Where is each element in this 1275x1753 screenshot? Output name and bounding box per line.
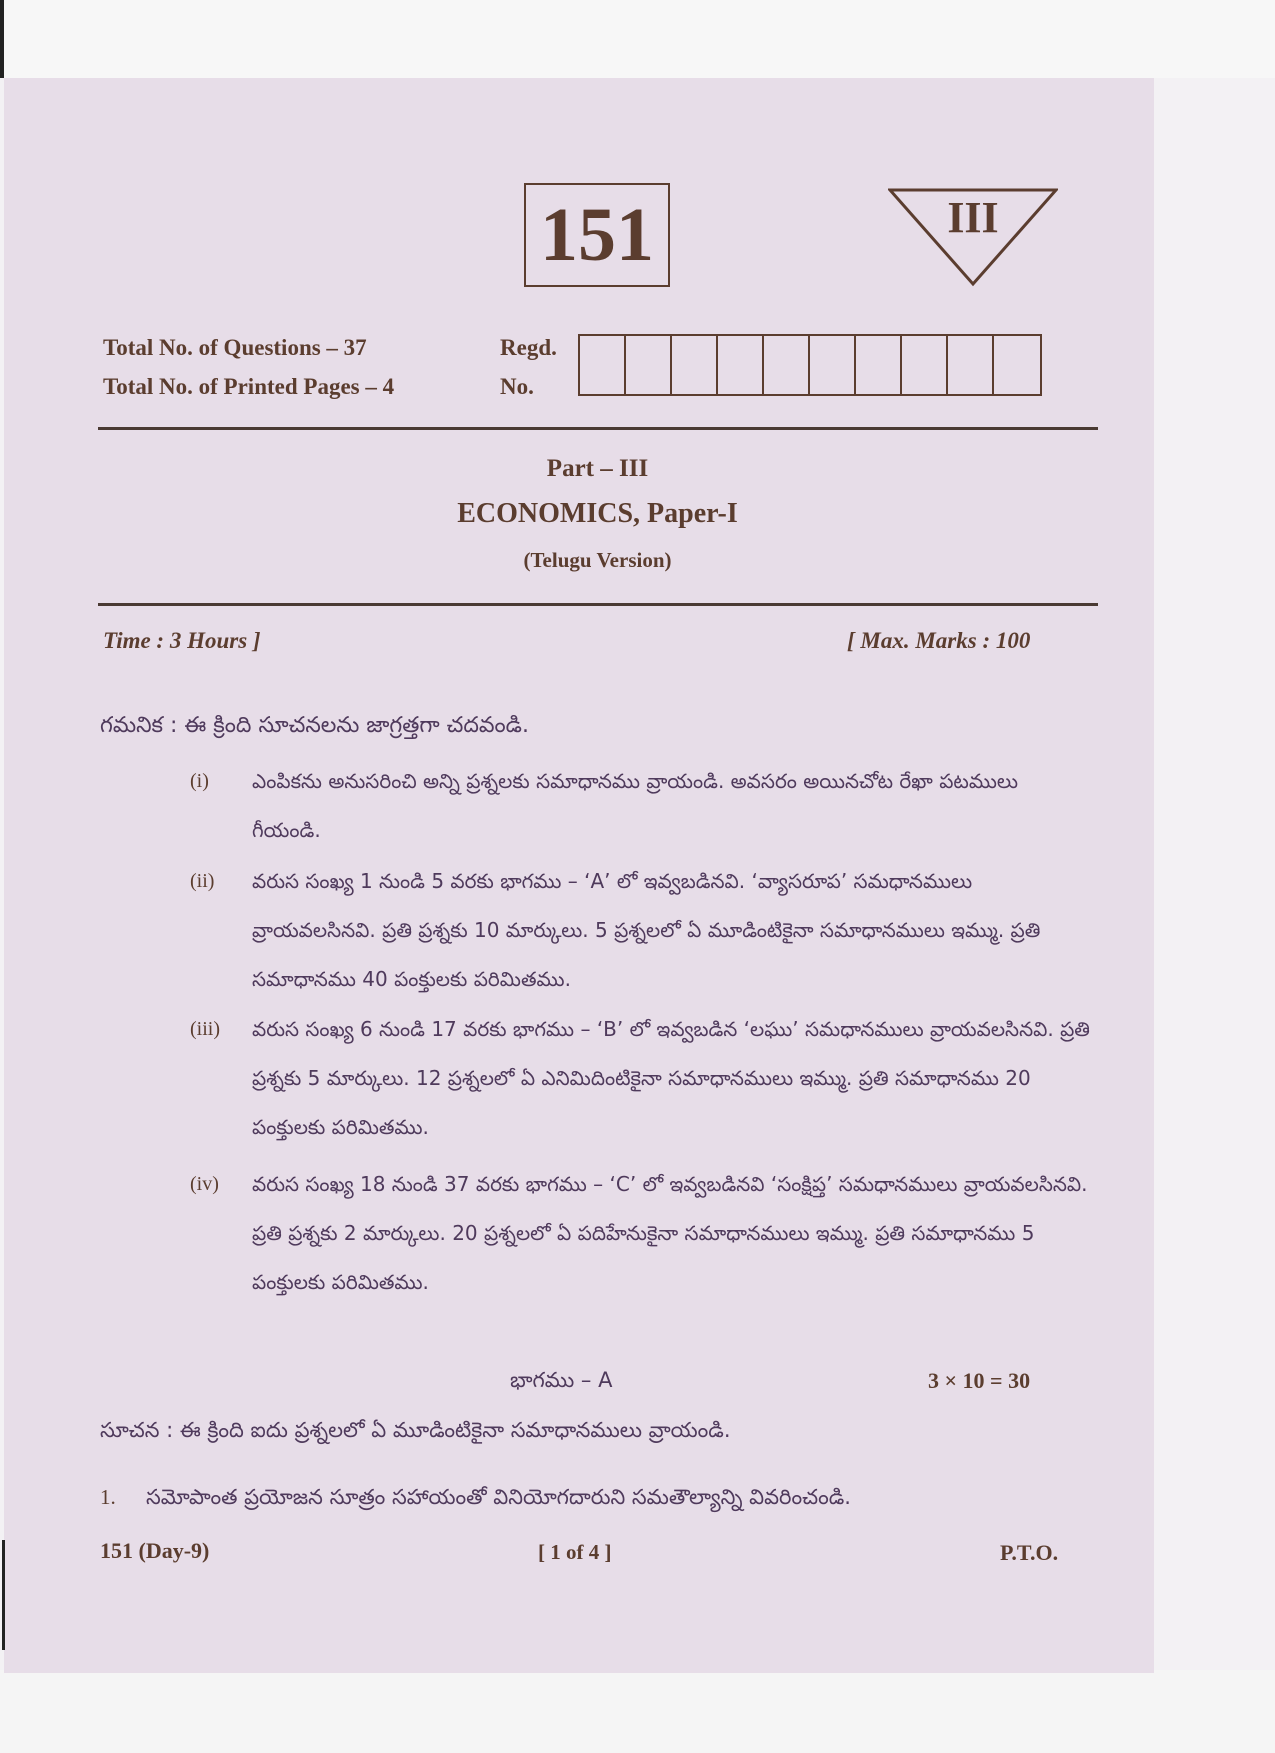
scan-margin-mark	[2, 1540, 5, 1650]
regd-digit-box[interactable]	[948, 336, 994, 394]
regd-digit-box[interactable]	[856, 336, 902, 394]
scan-edge-mark	[0, 0, 4, 78]
instruction-text: ఎంపికను అనుసరించి అన్ని ప్రశ్నలకు సమాధానము వ్రాయండి. అవసరం అయినచోట రేఖా పటములు గీయండి.	[252, 769, 1019, 842]
total-questions: Total No. of Questions – 37	[103, 335, 367, 360]
regd-digit-box[interactable]	[672, 336, 718, 394]
regd-digit-box[interactable]	[626, 336, 672, 394]
part-title: Part – III	[546, 455, 649, 482]
regd-label-line2: No.	[500, 374, 534, 399]
regd-digit-box[interactable]	[580, 336, 626, 394]
instruction-text: వరుస సంఖ్య 6 నుండి 17 వరకు భాగము – ‘B’ లో ఇవ్వబడిన ‘లఘు’ సమధానములు వ్రాయవలసినవి. ప్రతి ప్రశ్నకు 5 మార్కులు. 12 ప్రశ్నలలో ఏ ఎనిమిదింటికైనా సమాధానములు ఇమ్ము. ప్రతి సమాధానము 20 పంక్తులకు పరిమితము.	[252, 1017, 1090, 1139]
subject-title: ECONOMICS, Paper-I	[457, 498, 738, 529]
regd-digit-box[interactable]	[810, 336, 856, 394]
regd-digit-box[interactable]	[994, 336, 1040, 394]
header-rule	[98, 427, 1098, 430]
instruction-number: (iv)	[190, 1173, 219, 1195]
part-badge-label: III	[947, 193, 999, 242]
instruction-item	[190, 1005, 1090, 1152]
question-1	[100, 1485, 851, 1515]
paper-code-box: 151	[524, 183, 670, 287]
instruction-number: (ii)	[190, 870, 215, 892]
note-heading: గమనిక : ఈ క్రింది సూచనలను జాగ్రత్తగా చదవండి.	[100, 713, 529, 738]
title-rule	[98, 603, 1098, 606]
scan-background-top	[0, 0, 1275, 78]
section-a-marks: 3 × 10 = 30	[928, 1368, 1031, 1393]
instruction-item	[190, 1160, 1090, 1307]
section-a-heading: భాగము – A	[510, 1368, 613, 1392]
section-a-hint: సూచన : ఈ క్రింది ఐదు ప్రశ్నలలో ఏ మూడింటికైనా సమాధానములు వ్రాయండి.	[100, 1418, 731, 1442]
regd-digit-box[interactable]	[902, 336, 948, 394]
max-marks: [ Max. Marks : 100	[847, 628, 1031, 653]
instruction-item	[190, 857, 1090, 1004]
total-pages: Total No. of Printed Pages – 4	[103, 374, 395, 399]
regd-number-boxes[interactable]	[578, 334, 1042, 396]
question-text: సమోపాంత ప్రయోజన సూత్రం సహాయంతో వినియోగదారుని సమతౌల్యాన్ని వివరించండి.	[146, 1485, 851, 1509]
paper-stats	[103, 328, 394, 406]
regd-digit-box[interactable]	[764, 336, 810, 394]
instruction-number: (i)	[190, 770, 209, 792]
regd-digit-box[interactable]	[718, 336, 764, 394]
footer-pto: P.T.O.	[1000, 1540, 1059, 1565]
question-number: 1.	[100, 1485, 116, 1509]
instruction-number: (iii)	[190, 1018, 220, 1040]
footer-paper-code: 151 (Day-9)	[100, 1538, 210, 1563]
instruction-text: వరుస సంఖ్య 18 నుండి 37 వరకు భాగము – ‘C’ లో ఇవ్వబడినవి ‘సంక్షిప్త’ సమధానములు వ్రాయవలసినవి. ప్రతి ప్రశ్నకు 2 మార్కులు. 20 ప్రశ్నలలో ఏ పదిహేనుకైనా సమాధానములు ఇమ్ము. ప్రతి సమాధానము 5 పంక్తులకు పరిమితము.	[252, 1172, 1088, 1294]
instruction-item	[190, 757, 1090, 855]
instruction-text: వరుస సంఖ్య 1 నుండి 5 వరకు భాగము – ‘A’ లో ఇవ్వబడినవి. ‘వ్యాసరూప’ సమధానములు వ్రాయవలసినవి. ప్రతి ప్రశ్నకు 10 మార్కులు. 5 ప్రశ్నలలో ఏ మూడింటికైనా సమాధానములు ఇమ్ము. ప్రతి సమాధానము 40 పంక్తులకు పరిమితము.	[252, 869, 1041, 991]
footer-page-number: [ 1 of 4 ]	[538, 1540, 612, 1564]
version-label: (Telugu Version)	[523, 548, 672, 572]
regd-label	[500, 328, 557, 406]
time-allowed: Time : 3 Hours ]	[103, 628, 261, 653]
scan-background-bottom	[0, 1670, 1275, 1753]
regd-label-line1: Regd.	[500, 335, 557, 360]
